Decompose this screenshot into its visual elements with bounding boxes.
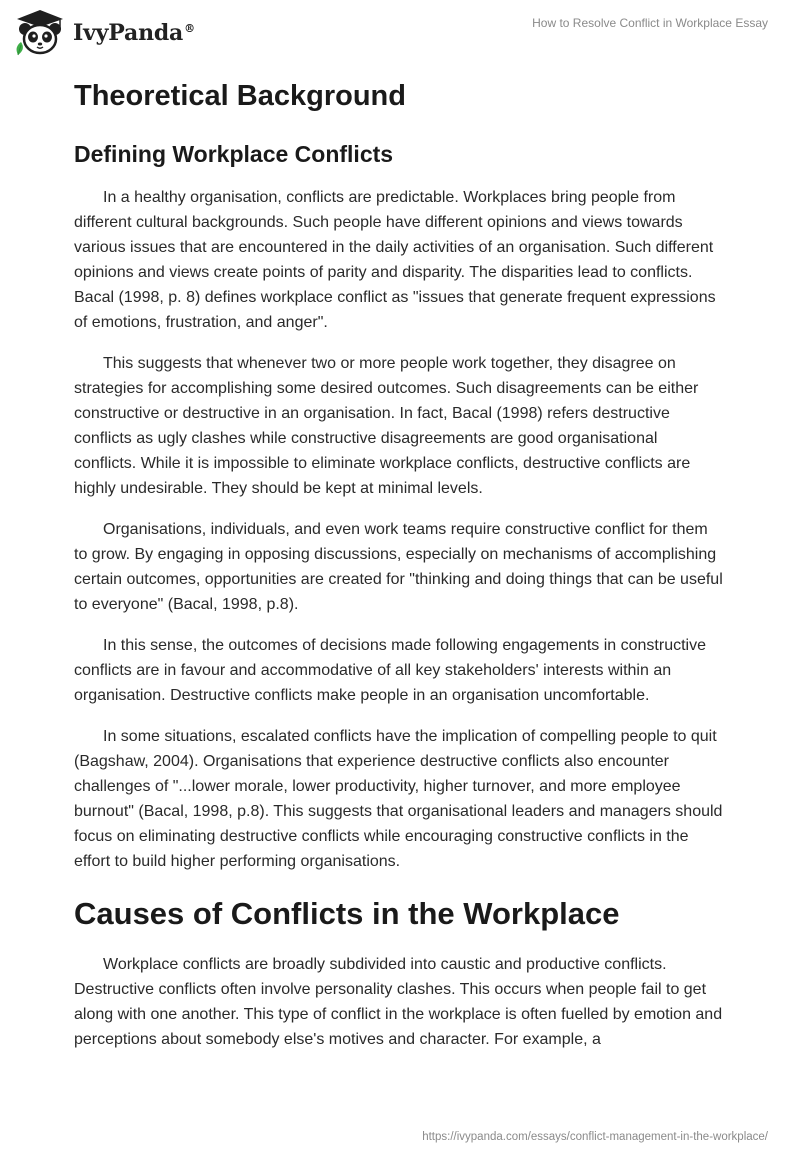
paragraph: Workplace conflicts are broadly subdivided into caustic and productive conflicts. Destructive conflicts often involve personality clashes. This occurs when people fail to get along with one another. This type of conflict in the workplace is often fuelled by emotion and perceptions about somebody else's motives and character. For example, a	[74, 956, 723, 1048]
paragraph: In some situations, escalated conflicts have the implication of compelling people to quit (Bagshaw, 2004). Organisations that experience destructive conflicts also encounter challenges of "...lower morale, lower productivity, higher turnover, and more employee burnout" (Bacal, 1998, p.8). This suggests that organisational leaders and managers should focus on eliminating destructive conflicts while encouraging constructive conflicts in the effort to build higher performing organisations.	[74, 728, 723, 870]
paragraph: In this sense, the outcomes of decisions made following engagements in constructive conflicts are in favour and accommodative of all key stakeholders' interests within an organisation. Destructive conflicts make people in an organisation uncomfortable.	[74, 637, 706, 704]
section-heading-theoretical-background: Theoretical Background	[74, 80, 406, 112]
article-body	[74, 70, 724, 1052]
panda-graduate-icon	[13, 8, 67, 58]
paragraph: This suggests that whenever two or more people work together, they disagree on strategies for accomplishing some desired outcomes. Such disagreements can be either constructive or destructive in an organisation. In fact, Bacal (1998) refers destructive conflicts as ugly clashes while constructive disagreements are good organisational conflicts. While it is impossible to eliminate workplace conflicts, destructive conflicts are highly undesirable. They should be kept at minimal levels.	[74, 355, 699, 497]
page-header	[0, 0, 800, 66]
source-url[interactable]: https://ivypanda.com/essays/conflict-management-in-the-workplace/	[422, 1131, 768, 1143]
paragraph: Organisations, individuals, and even work teams require constructive conflict for them to grow. By engaging in opposing discussions, especially on mechanisms of accomplishing certain outcomes, opportunities are created for "thinking and doing things that can be useful to everyone" (Bacal, 1998, p.8).	[74, 521, 723, 613]
brand-name: IvyPanda®	[73, 20, 195, 46]
essay-title: How to Resolve Conflict in Workplace Essay	[532, 16, 768, 30]
section-heading-causes: Causes of Conflicts in the Workplace	[74, 896, 620, 931]
ivypanda-logo[interactable]	[13, 8, 195, 58]
paragraph: In a healthy organisation, conflicts are predictable. Workplaces bring people from different cultural backgrounds. Such people have different opinions and views towards various issues that are encountered in the daily activities of an organisation. Such different opinions and views create points of parity and disparity. The disparities lead to conflicts. Bacal (1998, p. 8) defines workplace conflict as "issues that generate frequent expressions of emotions, frustration, and anger".	[74, 189, 716, 331]
subsection-heading-defining-conflicts: Defining Workplace Conflicts	[74, 141, 394, 167]
